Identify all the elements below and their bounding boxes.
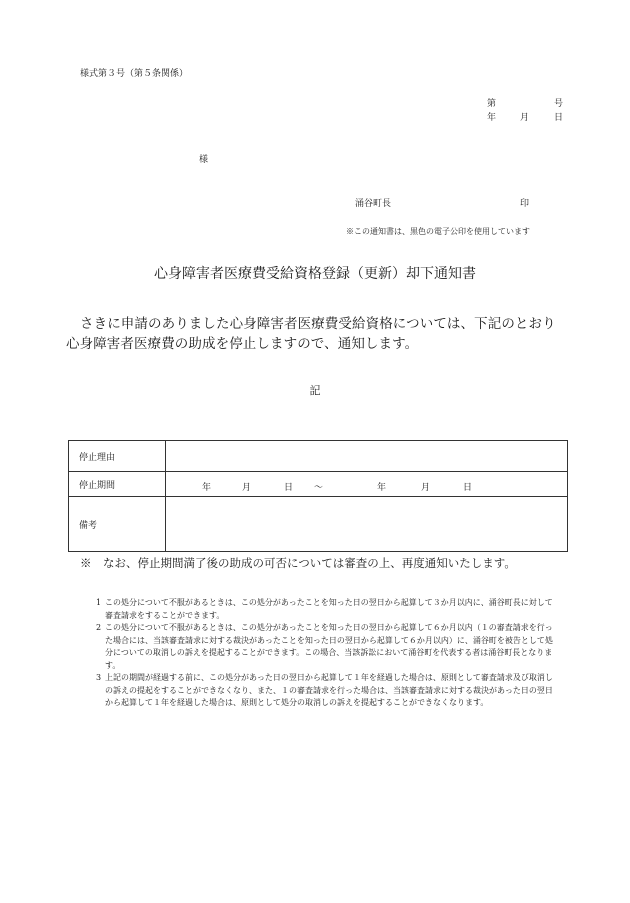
reason-label: 停止理由 — [69, 441, 166, 472]
footnote-item — [90, 672, 555, 710]
footnote-text: この処分について不服があるときは、この処分があったことを知った日の翌日から起算して３か月以内に、涌谷町長に対して審査請求をすることができます。 — [105, 598, 553, 620]
period-start-year: 年 — [202, 483, 212, 493]
period-end-day: 日 — [463, 483, 473, 493]
footnote-text: 上記の期間が経過する前に、この処分があった日の翌日から起算して１年を経過した場合は、原則として審査請求及び取消しの訴えの提起をすることができなくなり、また、１の審査請求を行った場合は、当該審査請求に対する裁決があった日の翌日から起算して１年を経過した場合は、原則として処分の取消しの訴えを提起することができなくなります。 — [105, 673, 553, 707]
period-label: 停止期間 — [69, 472, 166, 497]
remarks-value — [166, 497, 568, 552]
table-row-remarks — [69, 497, 568, 552]
form-number: 様式第３号（第５条関係） — [80, 69, 189, 79]
recipient-suffix: 様 — [199, 155, 209, 165]
electronic-seal-note: ※この通知書は、黒色の電子公印を使用しています — [346, 227, 530, 236]
period-end-year: 年 — [377, 483, 387, 493]
body-text: さきに申請のありました心身障害者医療費受給資格については、下記のとおり心身障害者医療費の助成を停止しますので、通知します。 — [66, 316, 556, 352]
table-row-period — [69, 472, 568, 497]
date-day-label: 日 — [554, 113, 564, 123]
issuer-name: 涌谷町長 — [355, 199, 392, 209]
reason-value — [166, 441, 568, 472]
document-title: 心身障害者医療費受給資格登録（更新）却下通知書 — [154, 266, 476, 282]
seal-mark: 印 — [520, 199, 530, 209]
period-value — [166, 472, 568, 497]
period-tilde: ～ — [314, 483, 324, 493]
appeal-footnotes — [90, 597, 555, 710]
footnote-number: 1 — [96, 598, 102, 607]
date-month-label: 月 — [520, 113, 530, 123]
footnote-item — [90, 597, 555, 622]
footnote-item — [90, 622, 555, 672]
period-start-month: 月 — [242, 483, 252, 493]
table-row-reason — [69, 441, 568, 472]
footnote-text: この処分について不服があるときは、この処分があったことを知った日の翌日から起算して６か月以内（１の審査請求を行った場合には、当該審査請求に対する裁決があったことを知った日の翌日から起算して６か月以内）に、涌谷町を被告として処分についての取消しの訴えを提起することができます。この場合、当該訴訟において涌谷町を代表する者は涌谷町長となります。 — [105, 623, 553, 670]
date-year-label: 年 — [487, 113, 497, 123]
period-start-day: 日 — [284, 483, 294, 493]
ki-heading: 記 — [309, 384, 321, 397]
footnote-number: 3 — [96, 673, 102, 682]
remarks-label: 備考 — [69, 497, 166, 552]
document-number-suffix: 号 — [554, 99, 564, 109]
document-number-prefix: 第 — [487, 99, 497, 109]
suspension-info-table — [68, 440, 568, 552]
period-end-month: 月 — [421, 483, 431, 493]
footnote-number: 2 — [96, 623, 102, 632]
reissue-note: ※ なお、停止期間満了後の助成の可否については審査の上、再度通知いたします。 — [80, 556, 516, 570]
